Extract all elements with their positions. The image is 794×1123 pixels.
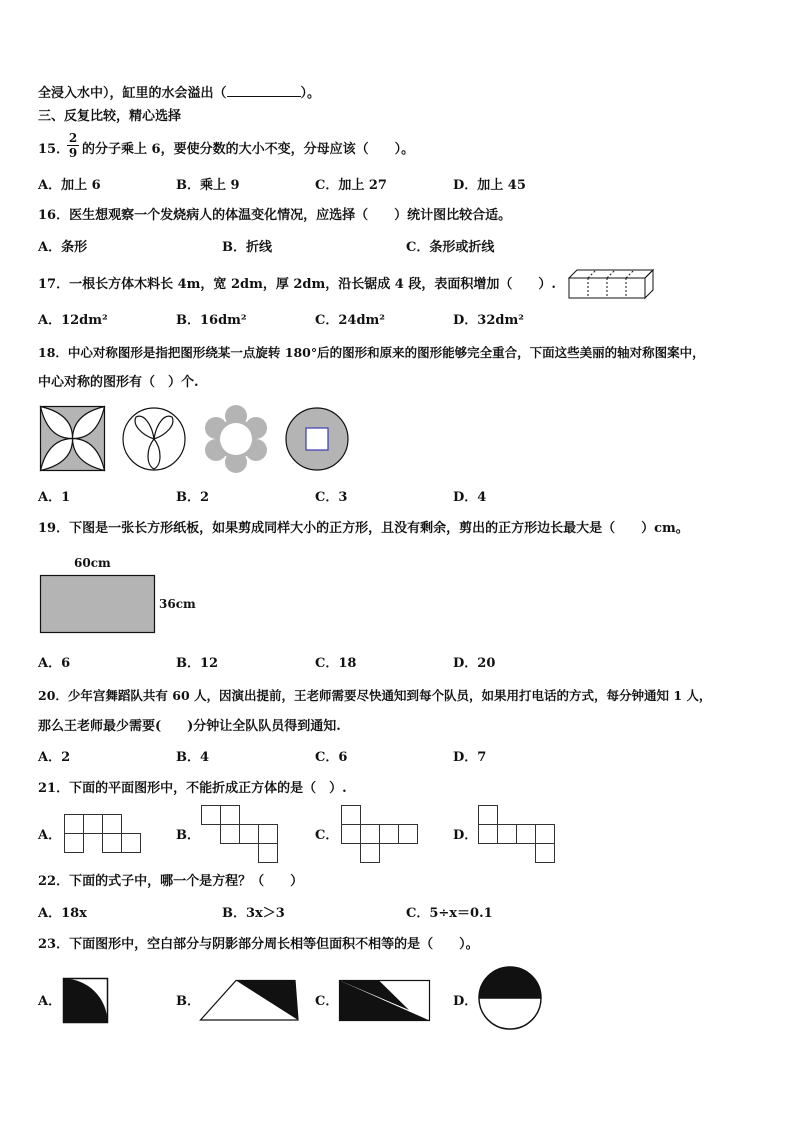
q19-width-label: 60cm <box>74 556 111 570</box>
q17-option-d[interactable]: D．32dm² <box>453 313 524 328</box>
q20-option-c[interactable]: C．6 <box>315 750 348 765</box>
q19-text: 19．下图是一张长方形纸板，如果剪成同样大小的正方形，且没有剩余，剪出的正方形边长最大是（ ）cm。 <box>38 521 689 536</box>
intro-line <box>38 84 320 102</box>
intro-text: 全浸入水中），缸里的水会溢出（ <box>38 86 227 101</box>
q22-text: 22．下面的式子中，哪一个是方程？（ ） <box>38 874 304 889</box>
q16-option-b[interactable]: B．折线 <box>222 240 272 255</box>
q15-text: 的分子乘上 6，要使分数的大小不变，分母应该（ ）。 <box>82 142 415 157</box>
q20-option-d[interactable]: D．7 <box>453 750 487 765</box>
q22-option-c[interactable]: C．5÷x＝0.1 <box>406 906 493 921</box>
q23-figure-quarter-circle <box>63 978 109 1024</box>
q18-figure-flower <box>203 406 269 472</box>
q17-option-c[interactable]: C．24dm² <box>315 313 385 328</box>
q18-option-d[interactable]: D．4 <box>453 490 487 505</box>
q19-option-c[interactable]: C．18 <box>315 656 357 671</box>
intro-text-end: ）。 <box>300 86 321 101</box>
q21-text: 21．下面的平面图形中，不能折成正方体的是（ ）. <box>38 781 347 796</box>
q18-option-a[interactable]: A．1 <box>38 490 71 505</box>
q23-figure-parallelogram <box>200 980 300 1022</box>
q18-figure-three-leaf-circle <box>122 407 188 473</box>
answer-blank[interactable] <box>227 84 301 97</box>
section-title: 三、反复比较，精心选择 <box>38 109 182 124</box>
q21-option-a[interactable]: A． <box>38 828 62 843</box>
q19-option-d[interactable]: D．20 <box>453 656 496 671</box>
q18-line2: 中心对称的图形有（ ）个. <box>38 375 199 390</box>
q23-figure-half-circle <box>477 967 547 1033</box>
q15-option-d[interactable]: D．加上 45 <box>453 178 526 193</box>
q18-line1: 18．中心对称图形是指把图形绕某一点旋转 180°后的图形和原来的图形能够完全重合，下面这些美丽的轴对称图案中， <box>38 345 705 360</box>
q17-text: 17．一根长方体木料长 4m，宽 2dm，厚 2dm，沿长锯成 4 段，表面积增加（ ）. <box>38 277 556 292</box>
q23-option-d[interactable]: D． <box>453 994 478 1009</box>
q15-number: 15． <box>38 142 70 157</box>
q18-option-c[interactable]: C．3 <box>315 490 348 505</box>
q15-fraction <box>67 132 79 159</box>
q21-net-a <box>64 814 144 854</box>
q23-option-b[interactable]: B． <box>176 994 200 1009</box>
q16-option-c[interactable]: C．条形或折线 <box>406 240 495 255</box>
q23-figure-rectangle-diagonal <box>339 980 431 1022</box>
q20-line2: 那么王老师最少需要( )分钟让全队队员得到通知. <box>38 719 341 734</box>
q19-rectangle-figure <box>40 575 156 635</box>
q19-option-a[interactable]: A．6 <box>38 656 71 671</box>
q15-option-a[interactable]: A．加上 6 <box>38 178 101 193</box>
q21-option-d[interactable]: D． <box>453 828 478 843</box>
q20-option-a[interactable]: A．2 <box>38 750 71 765</box>
q22-option-a[interactable]: A．18x <box>38 906 87 921</box>
q18-figure-petal-square <box>40 406 106 472</box>
q23-option-c[interactable]: C． <box>315 994 339 1009</box>
q21-net-c <box>341 805 421 865</box>
q21-option-b[interactable]: B． <box>176 828 200 843</box>
q15-option-c[interactable]: C．加上 27 <box>315 178 387 193</box>
q20-option-b[interactable]: B．4 <box>176 750 210 765</box>
q19-option-b[interactable]: B．12 <box>176 656 219 671</box>
fraction-numerator: 2 <box>68 131 78 145</box>
q16-text: 16．医生想观察一个发烧病人的体温变化情况，应选择（ ）统计图比较合适。 <box>38 208 512 223</box>
q23-option-a[interactable]: A． <box>38 994 62 1009</box>
q21-net-d <box>478 805 558 865</box>
q19-height-label: 36cm <box>159 597 196 611</box>
q21-option-c[interactable]: C． <box>315 828 339 843</box>
q18-figure-coin <box>285 407 351 473</box>
q15-option-b[interactable]: B．乘上 9 <box>176 178 240 193</box>
q18-option-b[interactable]: B．2 <box>176 490 210 505</box>
q17-option-b[interactable]: B．16dm² <box>176 313 247 328</box>
q20-line1: 20．少年宫舞蹈队共有 60 人，因演出提前，王老师需要尽快通知到每个队员，如果用打电话的方式，每分钟通知 1 人， <box>38 688 712 703</box>
q17-wood-block-figure <box>569 270 653 298</box>
fraction-denominator: 9 <box>68 146 78 160</box>
q16-option-a[interactable]: A．条形 <box>38 240 88 255</box>
q22-option-b[interactable]: B．3x＞3 <box>222 906 285 921</box>
q21-net-b <box>201 805 281 865</box>
q23-text: 23．下面图形中，空白部分与阴影部分周长相等但面积不相等的是（ ）。 <box>38 937 479 952</box>
q17-option-a[interactable]: A．12dm² <box>38 313 108 328</box>
